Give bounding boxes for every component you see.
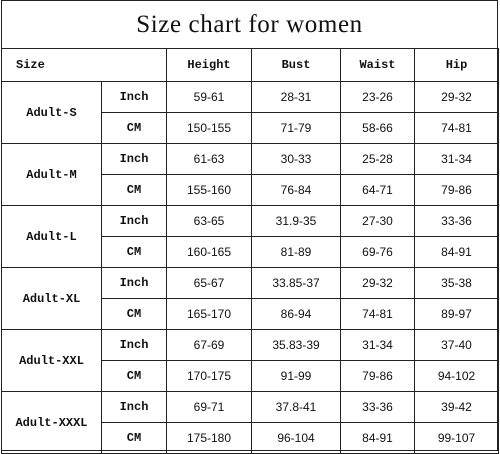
waist-cell: 74-81 (341, 299, 415, 330)
height-cell: 61-63 (167, 144, 252, 175)
bust-cell: 37.8-41 (252, 392, 341, 423)
size-table (1, 48, 499, 454)
header-waist: Waist (341, 49, 415, 82)
waist-cell: 69-76 (341, 237, 415, 268)
hip-cell: 39-42 (415, 392, 499, 423)
waist-cell: 25-28 (341, 144, 415, 175)
bust-cell: 96-104 (252, 423, 341, 454)
bust-cell: 91-99 (252, 361, 341, 392)
table-row (2, 206, 499, 237)
waist-cell: 84-91 (341, 423, 415, 454)
height-cell: 170-175 (167, 361, 252, 392)
size-label: Adult-XXXL (2, 392, 102, 454)
hip-cell: 33-36 (415, 206, 499, 237)
height-cell: 150-155 (167, 113, 252, 144)
waist-cell: 29-32 (341, 268, 415, 299)
hip-cell: 79-86 (415, 175, 499, 206)
hip-cell: 94-102 (415, 361, 499, 392)
table-row (2, 144, 499, 175)
unit-label: Inch (102, 392, 167, 423)
unit-label: CM (102, 361, 167, 392)
bust-cell: 71-79 (252, 113, 341, 144)
hip-cell: 84-91 (415, 237, 499, 268)
unit-label: CM (102, 237, 167, 268)
size-label: Adult-XL (2, 268, 102, 330)
bust-cell: 33.85-37 (252, 268, 341, 299)
table-body (2, 82, 499, 454)
unit-label: CM (102, 175, 167, 206)
table-row (2, 268, 499, 299)
header-hip: Hip (415, 49, 499, 82)
height-cell: 63-65 (167, 206, 252, 237)
header-size: Size (2, 49, 167, 82)
waist-cell: 79-86 (341, 361, 415, 392)
unit-label: Inch (102, 144, 167, 175)
size-label: Adult-S (2, 82, 102, 144)
waist-cell: 58-66 (341, 113, 415, 144)
size-label: Adult-L (2, 206, 102, 268)
header-height: Height (167, 49, 252, 82)
table-row (2, 82, 499, 113)
header-row (2, 49, 499, 82)
height-cell: 175-180 (167, 423, 252, 454)
unit-label: Inch (102, 206, 167, 237)
bust-cell: 35.83-39 (252, 330, 341, 361)
table-row (2, 330, 499, 361)
height-cell: 165-170 (167, 299, 252, 330)
waist-cell: 64-71 (341, 175, 415, 206)
hip-cell: 31-34 (415, 144, 499, 175)
unit-label: CM (102, 113, 167, 144)
hip-cell: 89-97 (415, 299, 499, 330)
hip-cell: 99-107 (415, 423, 499, 454)
hip-cell: 74-81 (415, 113, 499, 144)
unit-label: Inch (102, 268, 167, 299)
chart-title: Size chart for women (136, 11, 363, 38)
waist-cell: 27-30 (341, 206, 415, 237)
height-cell: 67-69 (167, 330, 252, 361)
bust-cell: 31.9-35 (252, 206, 341, 237)
size-label: Adult-M (2, 144, 102, 206)
size-label: Adult-XXL (2, 330, 102, 392)
bust-cell: 81-89 (252, 237, 341, 268)
height-cell: 65-67 (167, 268, 252, 299)
bust-cell: 86-94 (252, 299, 341, 330)
unit-label: CM (102, 423, 167, 454)
hip-cell: 37-40 (415, 330, 499, 361)
bust-cell: 30-33 (252, 144, 341, 175)
waist-cell: 31-34 (341, 330, 415, 361)
bust-cell: 76-84 (252, 175, 341, 206)
waist-cell: 23-26 (341, 82, 415, 113)
height-cell: 160-165 (167, 237, 252, 268)
height-cell: 155-160 (167, 175, 252, 206)
header-bust: Bust (252, 49, 341, 82)
height-cell: 59-61 (167, 82, 252, 113)
height-cell: 69-71 (167, 392, 252, 423)
table-row (2, 392, 499, 423)
unit-label: Inch (102, 330, 167, 361)
hip-cell: 35-38 (415, 268, 499, 299)
bust-cell: 28-31 (252, 82, 341, 113)
waist-cell: 33-36 (341, 392, 415, 423)
unit-label: CM (102, 299, 167, 330)
unit-label: Inch (102, 82, 167, 113)
hip-cell: 29-32 (415, 82, 499, 113)
